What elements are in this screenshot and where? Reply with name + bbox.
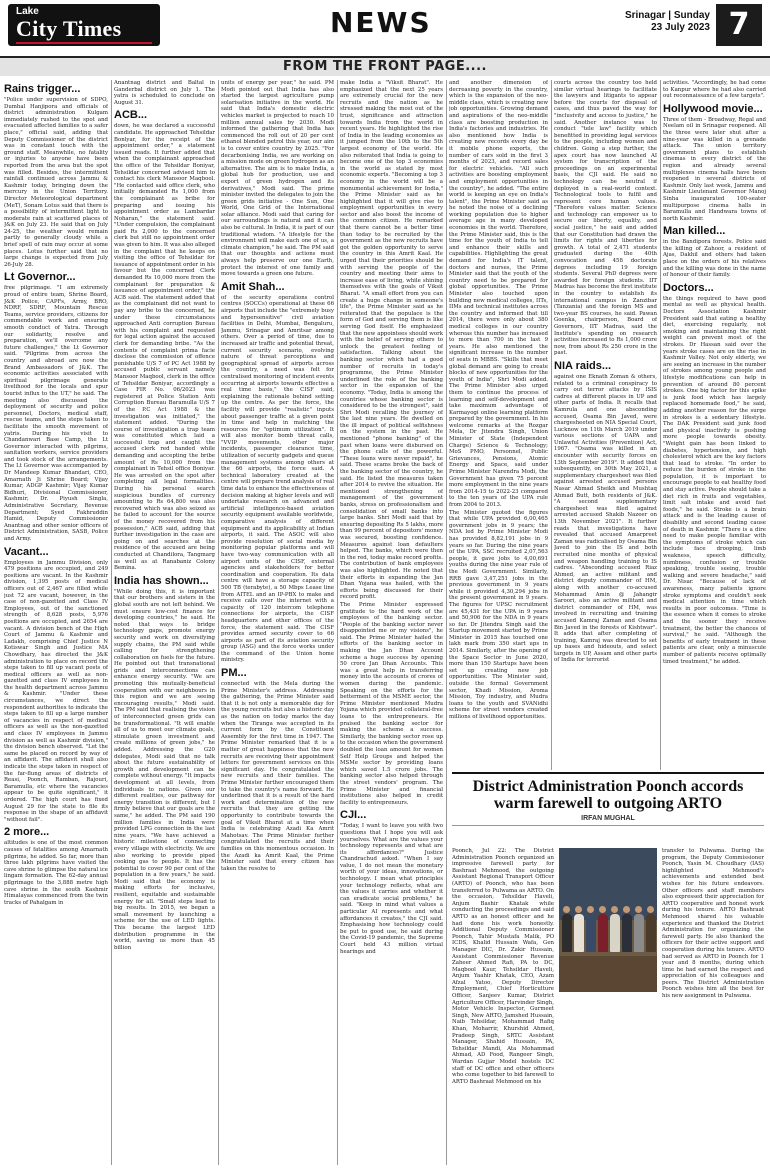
article-body: and another dimension of decreasing poverty in the country, which is the expansion of the neo-middle class, which is creating new job opportunities. Growing demand and aspirations of the neo-middle class are boosting production in India's factories and industries. He also mentioned how India is creating new records every day be it mobile phone exports, the number of cars sold in the first 3 months of 2023, and record sales for electric vehicles. "All such activities are boosting employment and employment opportunities in the country", he added. "The entire world is keeping an eye on India's talent", the Prime Minister said as he noted the noise of a declining working population due to higher average age in many developed economies in the world. Therefore, the Prime Minister said, this is the time for the youth of India to tell and enhance their skills and capabilities. Highlighting the great demand for India's IT talent, doctors and nurses, the Prime Minister said that the youth of the country need to be prepared for global opportunities. The Prime Minister also touched upon building new medical colleges, IITs, IIMs and technical institutes across the country and informed that till 2014, there were only about 380 medical colleges in our country whereas this number has increased to more than 700 in the last 9 years. He also mentioned the significant increase in the number of seats in MBBS. "Skills that meet global demand are going to create blocks of new opportunities for the youth of India", Shri Modi added. The Prime Minister also urged them to continue the process of learning and self-development and take maximum advantage of Karmayogi online learning platform prepared by the government. In his welcome remarks at the Rozgar Mela, Dr Jitendra Singh, Union Minister of State (Independent Charge) Science & Technology; MoS PMO, Personnel, Public Grievances, Pensions, Atomic Energy and Space, said under Prime Minister Narendra Modi, the Government has given 75 percent more employment in the nine years from 2014-15 to 2022-23 compared to the ten years of the UPA rule from 2004 to 2013. — [449, 80, 548, 508]
article-body: against one Eknath Zoman & others, related to a criminal conspiracy to carry out terror attacks by ISIS cadres at different places in UP and other parts of India. It recalls that Kamrula and one absconding accused, Osama Bin Javed, were chargesheeted on NIA Special Court, Lucknow on 11th March 2019 under various sections of UAPA and Unlawful Activities (Prevention) Act, 1967. "Osama was killed in an encounter with security forces on 13th September 2019". It added that subsequently, on 30th May 2021, a supplementary chargesheet was filed against arrested accused persons Nasar Ahmad Sheikh and Mushtaq Ahmad Butt, both residents of J&K. "A second supplementary chargesheet was filed against arrested accused Shakib Nazeer on 13th November 2021". It further reads that investigations have revealed that accused Amarpreet Zaman was radicalised by Osama Bin Javed to join the IS and both recruited nine months of physical and weapon handling training to IS cadres. "Absconding accused Riaz Ahmed, an active militant and district deputy commander of HM, along with another co-accused Mohammad Amin @ Jahangir Saroori, also an active militant and district commander of HM, was involved in recruiting and training accused Kamraj Zaman and Osama Bin Javed in the forests of Kishtwar". It adds that after completing of training, Kamraj was directed to set up bases and hideouts, and select targets in UP, Assam and other parts of India for terrorist — [554, 373, 657, 664]
logo-underline — [16, 42, 152, 44]
article-heading: Man killed... — [663, 225, 726, 238]
article — [663, 80, 766, 100]
person-head — [563, 906, 570, 913]
article-body: Anantnag district and Baltal in Ganderbal district on July 1. The yatra is scheduled to conclude on August 31. — [114, 80, 215, 106]
person-figure — [634, 914, 644, 952]
article — [114, 80, 215, 106]
person-figure — [562, 914, 572, 952]
feature-byline: IRFAN MUGHAL — [581, 815, 635, 822]
feature-rule — [452, 825, 764, 826]
person-figure — [574, 914, 584, 952]
person-head — [635, 906, 642, 913]
article — [663, 102, 766, 223]
article — [554, 359, 657, 664]
feature-column-1: Poonch, Jul 22: The District Administration Poonch organized an impressive farewell party for Bashraat Mehmood, the outgoing Assistant Regional Transport Officer (ARTO) of Poonch, who has been transferred to Pulwama as ARTO. On the occasion, Tehsildar Haveli, Anjum Bashir Khatak while conducting the proceedings and said ARTO as an honest officer and he had done his work honestly. Additional Deputy Commissioner Poonch, Tahir Mustafa Malik, PO ICDS, Khalid Hussain Wafa, Gen Manager DIC, Dr. Zakir Hussain, Assistant Commissioner Revenue Zaheer Ahmed Rafi, PA to DC, Maqbool Kaur, Tehsildar Haveli, Anjum Yaahir Khatak, CEO, Azam Afzal Yatoo, Deputy Director Employment, Chief Horticulture Officer, Sanjeev Kumar, District Agriculture Officer, Harvinder Singh, Motor Vehicle Inspector, Gurmeet Singh, New ARTO, Jamshed Hussain, Naib Tehsildar, Mohammad Rafiq Khan, Moharrir, Khurshid Ahmed, Pradeep Singh, SRTC Assistant Manager, Shahid Hussain, PA, Tehsildar Mandi, Ata Mohammad Ahmad, AD Food, Rangeer Singh, Wardan Gujjar Model hostels DC staff of DC office and other officers who come together to bid farewell to ARTO Bashraat Mehmood on his — [452, 848, 554, 1085]
article — [221, 666, 334, 872]
article — [340, 808, 443, 955]
article-body: free pilgrimage. "I am extremely proud of entire team, Shrine Board, J&K Police, CAPFs, Army, BRO, NDRF, SDRF, Mountain Rescue Teams, service providers, citizens for commendable work and ensuring smooth conduct of Yatra. Through our solidarity, resolve and preparation, we'll overcome any future challenges," the Lt Governor said. "Pilgrims from across the country and abroad are now the Brand Ambassadors of J&K. The economic activities associated with spiritual pilgrimage generate livelihood for the locals and spur tourist influx to the UT," he said. The meeting also discussed the deployment of security and police personnel, Doctors, medical staff, rescue teams, and the steps taken to facilitate the smooth movement of yatris. During his visit to Chandanwari Base Camp, the Lt Governor interacted with pilgrims, sanitation workers, service providers and took stock of the arrangements. The Lt Governor was accompanied by Dr Mandeep Kumar Bhandari, CEO, Amarnath Ji Shrine Board; Vijay Kumar, ADGP Kashmir; Vijay Kumar Bidhuri, Divisional Commissioner, Kashmir; Dr. Piyush Singla, Administrative Secretary, Revenue Department; Syed Fakhruddin Hamid, Deputy Commissioner Anantnag and other senior officers of District Administration, SASB, Police and Army. — [4, 285, 108, 542]
article-heading: ACB... — [114, 109, 147, 122]
person-figure — [646, 914, 656, 952]
feature-column-2: transfer to Pulwama. During the program, the Deputy Commissioner Poonch, Yasin M. Choudhary (IAS) highlighted Mehmood's achievements and extended best wishes for his future endeavors. Other officers and staff members also expressed their appreciation for ARTO cooperative and honest work during his tenure. ARTO Bashraat Mehmood shared his valuable experience and thanked the District Administration for organizing the farewell party. He also thanked the officers for their active support and cooperation during his tenure. ARTO had served as ARTO in Poonch for 1 year and 8 months, during which time he had earned the respect and appreciation of his colleagues and peers. The District Administration Poonch wishes him all the best for his new assignment in Pulwama. — [662, 848, 764, 1000]
newspaper-logo — [8, 4, 160, 46]
article — [221, 280, 334, 664]
article — [4, 82, 108, 268]
person-head — [599, 906, 606, 913]
page-number: 7 — [716, 4, 762, 46]
article-body: courts across the country too held similar virtual hearings to facilitate the lawyers and litigants to appear before the courts for disposal of cases, and thus paved the way for "inclusivity and access to justice," he said. Another instance was to conduct "tele law" facility which benefitted in providing legal services to the people, including women and children. Going a step further, the apex court has now launched AI system for transcription of the proceedings on an experimental basis, the CJI said. He said no technology can be neutral if deployed in a real-world context. Technological tools to fulfil and represent core human values. "Therefore values matter. Science and technology can empower us to secure our liberty, equality, and social justice," he said and added that our Constitution had drawn the limits for rights and liberties for growth. A total of 2,471 students graduated during the 40th convocation and 458 doctorate degrees including 19 foreign students. Several PhD degrees were awarded for foreign students. IIT Madras has become the first institute in the country to establish its international campus in Zanzibar (Tanzania) and the foreign MS and two-year BS courses, he said. Pawan Goenka, chairperson, Board of Governors, IIT Madras, said the Institute's spending on research activities increased to Rs 1,000 crore now, from about Rs 250 crore in the past. — [554, 80, 657, 357]
column-6 — [554, 80, 657, 770]
person-figure — [586, 914, 596, 952]
article — [221, 80, 334, 278]
column-7 — [663, 80, 766, 770]
ribbon-label: FROM THE FRONT PAGE.... — [283, 59, 487, 74]
column-4 — [340, 80, 443, 1168]
article-body: altitudes is one of the most common causes of fatalities among Amarnath pilgrims, he added. So far, more than three lakh pilgrims have visited the cave shrine to glimpse the natural ice lingam formation. The 62-day annual pilgrimage to the 3,888 metre high cave shrine in the south Kashmir Himalayas commenced from the twin tracks of Pahalgam in — [4, 840, 108, 906]
farewell-group-photo — [559, 848, 657, 992]
person-head — [647, 906, 654, 913]
article — [449, 80, 548, 509]
person-figure — [598, 914, 608, 952]
person-figure — [622, 914, 632, 952]
article-body: make India a "Viksit Bharat". He emphasized that the next 25 years are extremely crucial for the new recruits and the nation as he stressed making the most out of the trust, significance and attraction towards India from the world in recent years. He highlighted the rise of India in the leading economies as it jumped from the 10th to the 5th largest economy of the world. He also reiterated that India is going to become one of the top 3 economies in the world as stated by most economic experts. "Becoming a top 3 economy in the world will be a monumental achievement for India," the Prime Minister said as he highlighted that it will give rise to employment opportunities in every sector and also boost the income of the common citizen. He remarked that there cannot be a better time than today to be recruited by the government as the new recruits have got the golden opportunity to serve the country in this Amrit Kaal. He urged that their priorities should be with serving the people of the country and meeting their aims to increase ease of living, while shining themselves with the goals of Viksit Bharat. "A small effort from you can create a huge change in someone's life", the Prime Minister said as he reiterated that the populace is the form of God and serving them is like serving God itself. He emphasized that the new appointees should work with the belief of serving others to unlock the greatest feeling of satisfaction. Talking about the banking sector which had a good number of recruits in today's programme, the Prime Minister underlined the role of the banking sector in the expansion of the economy. "Today, India is among the countries whose banking sector is considered to be the strongest", said Shri Modi recalling the journey of the last nine years. He dwelled on the ill impact of political selfishness on the system in the past. He mentioned "phone banking" of the past when loans were disbursed on the phone calls of the powerful. "These loans were never repaid", he said. These scams broke the back of the banking sector of the country, he said. He listed the measures taken after 2014 to revive the situation. He mentioned strengthening of management of the government banks, stress on professionalism and consolidation of small banks into large banks. Shri Modi said that by ensuring depositing Rs 5 lakhs, more than 99 percent of depositors' money was secured, boosting confidence. Measures against loan defaulters helped. The banks, which were then in the red, today make record profits. The contribution of bank employees was also highlighted. He noted that their efforts in expanding the Jan Dhan Yojana was hailed, with the efforts being discussed for their record profit. — [340, 80, 443, 601]
person-head — [575, 906, 582, 913]
feature-story — [452, 772, 764, 1168]
article-heading: CJI... — [340, 809, 367, 822]
article-body: "Police under supervision of SDPO, Dumhal Hanjipora and officials of district administration Kulgam immediately rushed to the spot and evacuated affected families to a safer place," official said, adding that Deputy Commissioner of the district was in constant touch with the ground staff. Meanwhile, no fatality or injuries to anyone have been reported from the area but the spot was filled. Besides, the intermittent rainfall continued across Jammu & Kashmir today, bringing down the mercury in the Union Territory. Director Meteorological department (MeT), Sonam Lotus said that there is a possibility of intermittent light to moderate rain at scattered places of J&K on July 23. He said that on July 24-25, the weather would remain partly to generally cloudy while a brief spell of rain may occur at some places. Lotus further said that no large change is expected from July 26-July 28. — [4, 97, 108, 268]
article — [4, 825, 108, 906]
article-body: of the security operations control centres (SOCCs) operational at these 66 airports that include the "extremely busy and hypersensitive" civil aviation facilities in Delhi, Mumbai, Bengaluru, Jammu, Srinagar and Amritsar among others. Over a period of time, due to increased air traffic and potential threat, current security scenario, evolving nature of threat perceptions and geographical spread of airports across the country, a need was felt for centralised monitoring of incident events occurring at airports towards effective a real time basis," the CISF said, explaining the rationale behind setting up the centre. As per the force, the facility will provide "realistic" inputs about passenger traffic at a given point in time and help in matching the resources for "optimum utilization". It will also monitor bomb threat calls, "VVIP movements, other major incidents, passenger clearance time, utilization of security gadgets and queue management systems among others at the 66 airports, the force said. A technical laboratory created at the centre will prepare trend analysis of real time data to enhance the effectiveness of decision making at higher levels and will undertake research on advanced and artificial intelligence-based aviation security equipment available worldwide, comparative analysis of different equipment and its applicability at Indian airports, it said. The ASOC will also provide resolution of social media by monitoring popular platforms and will have two-way communication with all airport units of the CISF, external agencies and stakeholders for better coordination and cooperation. Its data centre will have a storage capacity of 500 TB (terabyte), a 50 Mbps Lease line from AITEL and an IP-PBX to make and receive calls over the internet with a capacity of 120 intercom telephone connections for airports, the CISF headquarters and other offices of the force, the statement said. The CISF provides armed security cover to 66 airports as part of its aviation security group (ASG) and the force works under the command of the Union home ministry. — [221, 294, 334, 664]
column-divider — [660, 80, 661, 770]
column-3 — [221, 80, 334, 1168]
article-heading: Vacant... — [4, 545, 49, 558]
article-heading: Doctors... — [663, 281, 714, 294]
column-divider — [218, 80, 219, 1165]
article — [340, 80, 443, 601]
article-body: units of energy per year," he said. PM Modi pointed out that India has also started the largest agriculture pump solarisation initiative in the world. He said that India's domestic electric vehicles market is projected to reach 10 million annual sales by 2030. Modi informed the gathering that India has commenced the roll out of 20 per cent ethanol blended petrol this year, our aim is to cover entire country by 2025. "For decarbonising India, we are working on a mission mode on green hydrogen as an alternative. The aim is to make India, a global hub for production, use and export of green hydrogen and its derivatives," Modi said. The prime minister invited the delegates to join the green grids initiative - One Sun, One World, One Grid of the International solar alliance. Modi said that caring for our surroundings is natural and it can also be cultural. In India, it is part of our traditional wisdom. "A lifestyle for the environment will make each one of us, a climate champion," he said. The PM said that our thoughts and actions must always help preserve our one Earth, protect the interest of one family and move towards a green one future. — [221, 80, 334, 278]
article-body: activities. "Accordingly, he had come to Kanpur where he had also carried out reconnaissance of a few targets". — [663, 80, 766, 100]
logo-small-text: Lake — [16, 6, 39, 17]
location-day: Srinagar | Sunday — [624, 10, 710, 21]
article-body: The Minister quoted the figures that while UPA provided 6,00,465 government jobs in 9 years; the NDA led by Prime Minister Modi has provided 8,82,191 jobs in 9 years so far. During the nine years of the UPA, SSC recruited 2,07,563 people, it gave jobs to 4,00,691 youths during the nine year rule of the Modi Government. Similarly, RRB gave 3,47,251 jobs in the previous government in 9 years while it provided 4,30,294 jobs in the present government in 9 years. The figures for UPSC recruitment are 45,431 for the UPA in 9 years and 50,906 for the NDA in 9 years so far. Dr Jitendra Singh said the Startup movement started by Prime Minister in 2015 has touched one lakh mark from 350 start ups in 2014. Similarly, after the opening of the Space Sector in June 2020, more than 150 Startups have been set up creating new job opportunities. The Minister said, outside the formal Government sector, Khadi Mission, Aroma Mission, Toy industry, and Mudra loans to the youth and SVANidhi scheme for street vendors created millions of livelihood opportunities. — [449, 509, 548, 720]
person-head — [623, 906, 630, 913]
article — [663, 281, 766, 665]
article-body: in the Bandipora forests. Police said the killing of Zahoor, a resident of Ajas, Dakhil and others had taken place on the orders of his relatives and the killing was done in the name of honour of their family. — [663, 239, 766, 279]
article-body: Employees in Jammu Division, only 479 positions are occupied, and 249 positions are vacant. In the Kashmir division, 1,395 posts of medical officers out of 2,467 are filled while just 72 are vacant, however, in the case of non-gazetted and Class IV Employees, out of the sanctioned strength of 8,628 posts, 5,976 positions are occupied, and 2654 are vacant. A division bench of the High Court of Jammu & Kashmir and Ladakh, comprising Chief Justice N Kotiswar Singh and Justice MA Chowdhary, has directed the J&K administration to place on record the steps taken to fill up vacant posts of medical officers as well as non-gazetted and class IV employees in the health department across Jammu & Kashmir. "Under these circumstances, we direct the respondent authorities to indicate the steps taken to fill up a large number of vacancies in respect of medical officers as well as the non-gazetted and class IV employees in Jammu division as well as Kashmir division," the division bench observed. "Let the same be placed on record by way of an affidavit. The affidavit shall also indicate the steps taken in respect of the far-flung areas of districts of Reasi, Poonch, Ramban, Rajouri, Baramulla, etc where the vacancies appear to be quite significant," it ordered. The high court has fixed August 29 for the state to file its response in the shape of an affidavit "without fail". — [4, 559, 108, 823]
date-block — [600, 10, 710, 34]
section-ribbon — [0, 58, 770, 76]
article-body: "While doing this, it is important that our brothers and sisters in the global south are not left behind. We must ensure low-cost finance for developing countries," he said. He noted that ways to bridge technology gaps, promote energy security and work on diversifying supply chains, the PM said while calling for strengthening collaboration on fuels for the future. He pointed out that transnational grids and interconnections can enhance energy security. "We are promoting this mutually-beneficial cooperation with our neighbours in this region and we are seeing encouraging results," Modi said. The PM said that realising the vision of interconnected green grids can be transformational. "It will enable all of us to meet our climate goals, stimulate green investment and create millions of green jobs," he added. Addressing the G20 delegates, Modi said that no talk about the future sustainability of growth and development can be complete without energy. "It impacts development at all levels, from individuals to nations. Given our different realities, our pathway for energy transition is different, but I firmly believe that our goals are the same," he added. The PM said 190 million families in India were provided LPG connection in the last nine years. "We have achieved a historic milestone of connecting every village with electricity. We are also working to provide piped cooking gas to people. It has the potential to cover 90 per cent of the population in a few years," he said. Modi said that the economy is making efforts for inclusive, resilient, equitable and sustainable energy for all. "Small steps lead to big results. In 2015, we began a small movement by launching a scheme for the use of LED lights. This became the largest LED distribution programme in the world, saving us more than 45 billion — [114, 588, 215, 951]
article-heading: Hollywood movie... — [663, 102, 763, 115]
article — [114, 574, 215, 952]
article — [4, 545, 108, 824]
article-heading: Lt Governor... — [4, 271, 76, 284]
article-body: "Today, I want to leave you with two questions that I hope you will ask yourselves. What are the values your technology represents and what are its affordances?" Justice Chandrachud asked. "When I say value, I do not mean the monetary worth of your ideas, innovations, or technology. I mean what principles your technology reflects, what are the values it carries and whether it can eradicate social problems," he said. "Keep in mind what values a particular AI represents and what affordances it creates," the CJI said. Emphasising how technology could be put to good use, he said during the Covid-19 pandemic, the Supreme Court held 43 million virtual hearings and — [340, 823, 443, 955]
article-heading: 2 more... — [4, 826, 50, 839]
feature-headline: District Administration Poonch accords warm farewell to outgoing ARTO — [472, 778, 744, 812]
article — [554, 80, 657, 357]
article-body: The Prime Minister expressed gratitude to the hard work of the employees of the banking sector. "People of the banking sector never disappointed me or my visions", he said. The Prime Minister hailed the efforts of the banking sector in making the Jan Dhan Account scheme a huge success by opening 50 crore Jan Dhan Accounts. This was a great help in transferring money into the accounts of crores of women during the pandemic. Speaking on the efforts for the betterment of the MSME sector, the Prime Minister mentioned Mudra Yojana which provided collateral-free loans to the entrepreneurs. He praised the banking sector for making the scheme a success. Similarly, the banking sector rose up to the occasion when the government doubled the loan amount for women Self Help Groups and helped the MSMe sector by providing loans which saved 1.5 crore jobs. The banking sector also helped through the street vendors' program. The Prime Minister and financial institutions also helped in credit facility to entrepreneurs. — [340, 601, 443, 806]
article-heading: PM... — [221, 667, 247, 680]
article-body: down, he was declared a successful candidate. He approached Tehsildar Bonlyar, for the receipt of the appointment order," a statement issued reads. It further added that when the complainant approached the office of the Tehsildar Boniyar, Tehsildar concerned advised him to contact his clerk Mansoor Maqbool. "He contacted said office clerk, who initially demanded Rs 1,000 from the complainant as bribe for preparing and issuing his appointment order as Lambardar Noharan," the statement said. "Under compulsion, the complainant paid Rs 2,000 to the concerned clerk but still no appointment order was given to him. It was also alleged in the complaint that he keeps on visiting the office of Tehsildar for issuance of appointment order in his favour but the concerned Clerk demanded Rs 10,000 more from the complainant for preparation & issuance of appointment order," the ACB said. The statement added that as the complainant did not want to pay any bribe to the concerned, he under these circumstances approached Anti corruption Bureau with his complaint and requested for legal action against the accused clerk for demanding bribe. "As the contents of complaint prima facie disclose the commission of offence punishable U/S 7 of PC Act 1988 by accused public servant namely Mansoor Maqbool, clerk in the office of Tehsildar Boniyar, accordingly a Case FIR No. 06/2023 was registered at Police Station Anti Corruption Bureau Baramulla U/S 7 of the P.C Act 1988 & the investigation was initiated," the statement added. "During the course of investigation a trap team was constituted which laid a successful trap and caught the accused clerk red handed while demanding and accepting the bribe amount of Rs 10,000 from the complainant in Tehsil office Boniyar. He was arrested on the spot after completing all legal formalities. During his personal search suspicious bundles of currency amounting to Rs 64,800 was also recovered which was also seized as he failed to account for the source of the money recovered from his possession," ACB said, adding that further investigation in the case are going on and searches at the residence of the accused are being conducted at Chandilora, Tangmarg as well as at Ranabaniz Colony Bemina. — [114, 123, 215, 572]
person-head — [611, 906, 618, 913]
person-head — [587, 906, 594, 913]
column-divider — [337, 80, 338, 1165]
article — [340, 602, 443, 806]
article — [663, 224, 766, 279]
article-heading: NIA raids... — [554, 359, 612, 372]
article — [114, 108, 215, 571]
column-divider — [551, 80, 552, 770]
article-body: Three of them - Broadway, Regal and Neelam oil in Srinagar reopened. All the three were later shut after a nine-year was killed in a grenade attack. The union territory government plans to establish cinemas in every district of the region and already several multiplexes cinema halls have been reopened in several districts of Kashmir. Only last week, Jammu and Kashmir Lieutenant Governor Manoj Sinha inaugurated 100-seater multipurpose cinema halls in Baramulla and Handwara towns of north Kashmir. — [663, 116, 766, 222]
column-divider — [111, 80, 112, 1165]
section-title: NEWS — [330, 6, 432, 39]
article-heading: India has shown... — [114, 574, 209, 587]
article-heading: Amit Shah... — [221, 280, 285, 293]
article — [449, 510, 548, 721]
column-5 — [449, 80, 548, 770]
issue-date: 23 July 2023 — [651, 22, 710, 33]
article-body: connected with the Mela during the Prime Minister's address. Addressing the gathering, the Prime Minister said that it is not only a memorable day for the young recruits but also a historic day as the nation on today marks the day when the Tiranga was accepted in its current form by the Constituent Assembly for the first time in 1947. The Prime Minister remarked that it is a matter of great happiness that the new recruits are receiving their appointment letters for government services on this significant day. He congratulated the new recruits and their families. The Prime Minister further encouraged them to take the country's name forward. He underlined that it is a result of the hard work and determination of the new recruits that they are getting the opportunity to contribute towards the goal of Viksit Bharat at a time when India is celebrating Azadi Ka Amrit Mahotsav. The Prime Minister further congratulated the recruits and their families on this momentous occasion. In the Azadi ka Amrit Kaal, the Prime Minister said that every citizen has taken the resolve to — [221, 681, 334, 872]
photo-floor — [559, 956, 657, 992]
column-divider — [446, 80, 447, 1165]
article — [4, 270, 108, 542]
masthead — [0, 0, 770, 58]
column-1 — [4, 80, 108, 1168]
photo-background — [559, 848, 657, 920]
person-figure — [610, 914, 620, 952]
article-heading: Rains trigger... — [4, 83, 81, 95]
column-2 — [114, 80, 215, 1168]
logo-title: City Times — [16, 16, 122, 41]
article-body: the things required to have good mental as well as physical health. Doctors Association Kashmir President said that eating a healthy diet, exercising regularly, not smoking and maintaining the right weight can prevent most of the strokes. Dr Hassan said over the years stroke cases are on the rise in Kashmir Valley. Not only elderly, we are seeing an increase in the number of strokes among young people and lifestyle modifications can help in prevention of around 80 percent strokes. One big factor for this spike is junk food which has largely replaced homemade food," he said, adding another reason for the surge in strokes is a sedentary lifestyle. The DAK President said junk food and physical inactivity is pushing more people towards obesity. "Weight gain has been linked to diabetes, hypertension, and high cholesterol which are the key factors that lead to stroke. "In order to reduce the burden of stroke in the population, it is important to encourage people to eat healthy food and stay active. People should take a diet rich in fruits and vegetables, limit salt intake and avoid fast foods," he said. Stroke is a brain attack and is the leading cause of disability and second leading cause of death in Kashmir. "There is a dire need to make people familiar with the symptoms of stroke which can include face drooping, limb weakness, speech difficulty, numbness, confusion or trouble speaking, trouble seeing, trouble walking and severe headache," said Dr. Nisar. "Because of lack of awareness, many patients ignore stroke symptoms and couldn't seek medical attention in time which results in poor outcomes. "Time is the essence when it comes to stroke and the sooner they receive treatment, the better the chances of survival," he said. "Although the benefits of early treatment in these patients are clear, only a minuscule number of patients receive optimally timed treatment," he added. — [663, 295, 766, 665]
